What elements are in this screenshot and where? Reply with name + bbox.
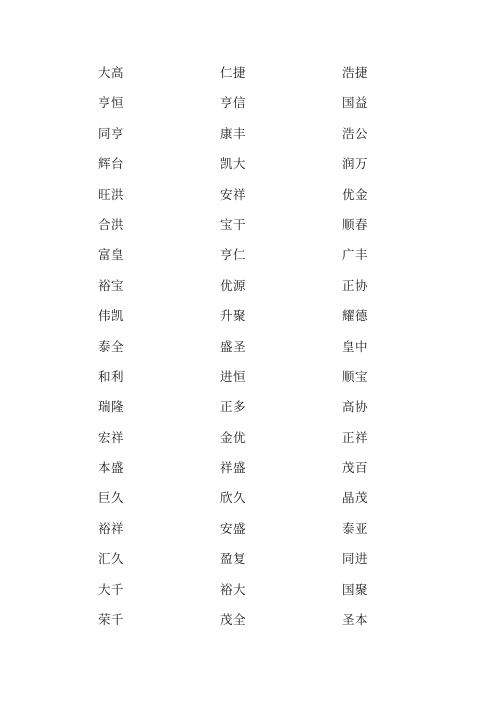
name-cell: 金优 [220, 429, 247, 445]
name-cell: 亨恒 [98, 95, 125, 111]
name-cell: 优金 [342, 186, 369, 202]
name-cell: 正协 [342, 277, 369, 293]
name-cell: 裕宝 [98, 277, 125, 293]
name-cell: 瑞隆 [98, 399, 125, 415]
name-cell: 裕祥 [98, 520, 125, 536]
name-cell: 凯大 [220, 156, 247, 172]
name-cell: 欣久 [220, 490, 247, 506]
name-cell: 浩捷 [342, 65, 369, 80]
name-cell: 同亨 [98, 125, 125, 141]
name-cell: 和利 [98, 368, 125, 384]
name-cell: 泰亚 [342, 520, 369, 536]
name-cell: 正祥 [342, 429, 369, 445]
name-cell: 盛圣 [220, 338, 247, 354]
name-cell: 正多 [220, 399, 247, 415]
name-cell: 汇久 [98, 551, 125, 567]
name-cell: 泰全 [98, 338, 125, 354]
name-cell: 顺宝 [342, 368, 369, 384]
name-cell: 浩公 [342, 125, 369, 141]
name-cell: 祥盛 [220, 460, 247, 476]
name-cell: 升聚 [220, 308, 247, 324]
name-cell: 亨仁 [220, 247, 247, 263]
name-cell: 大高 [98, 65, 125, 80]
name-cell: 高协 [342, 399, 369, 415]
name-cell: 旺洪 [98, 186, 125, 202]
name-cell: 国聚 [342, 581, 369, 597]
names-grid [98, 62, 388, 639]
name-cell: 广丰 [342, 247, 369, 263]
name-cell: 国益 [342, 95, 369, 111]
name-cell: 顺春 [342, 216, 369, 232]
name-cell: 本盛 [98, 460, 125, 476]
name-cell: 裕大 [220, 581, 247, 597]
name-cell: 安盛 [220, 520, 247, 536]
name-cell: 茂百 [342, 460, 369, 476]
name-cell: 茂全 [220, 612, 247, 628]
name-cell: 润万 [342, 156, 369, 172]
name-cell: 巨久 [98, 490, 125, 506]
name-cell: 皇中 [342, 338, 369, 354]
name-cell: 亨信 [220, 95, 247, 111]
name-cell: 伟凯 [98, 308, 125, 324]
name-cell: 辉台 [98, 156, 125, 172]
name-cell: 晶茂 [342, 490, 369, 506]
name-cell: 安祥 [220, 186, 247, 202]
name-cell: 荣千 [98, 612, 125, 628]
name-cell: 康丰 [220, 125, 247, 141]
name-cell: 合洪 [98, 216, 125, 232]
name-cell: 圣本 [342, 612, 369, 628]
name-cell: 大千 [98, 581, 125, 597]
name-cell: 盈复 [220, 551, 247, 567]
name-cell: 富皇 [98, 247, 125, 263]
name-cell: 耀德 [342, 308, 369, 324]
name-cell: 优源 [220, 277, 247, 293]
name-cell: 宝干 [220, 216, 247, 232]
name-cell: 仁捷 [220, 65, 247, 80]
name-cell: 进恒 [220, 368, 247, 384]
name-cell: 同进 [342, 551, 369, 567]
name-cell: 宏祥 [98, 429, 125, 445]
